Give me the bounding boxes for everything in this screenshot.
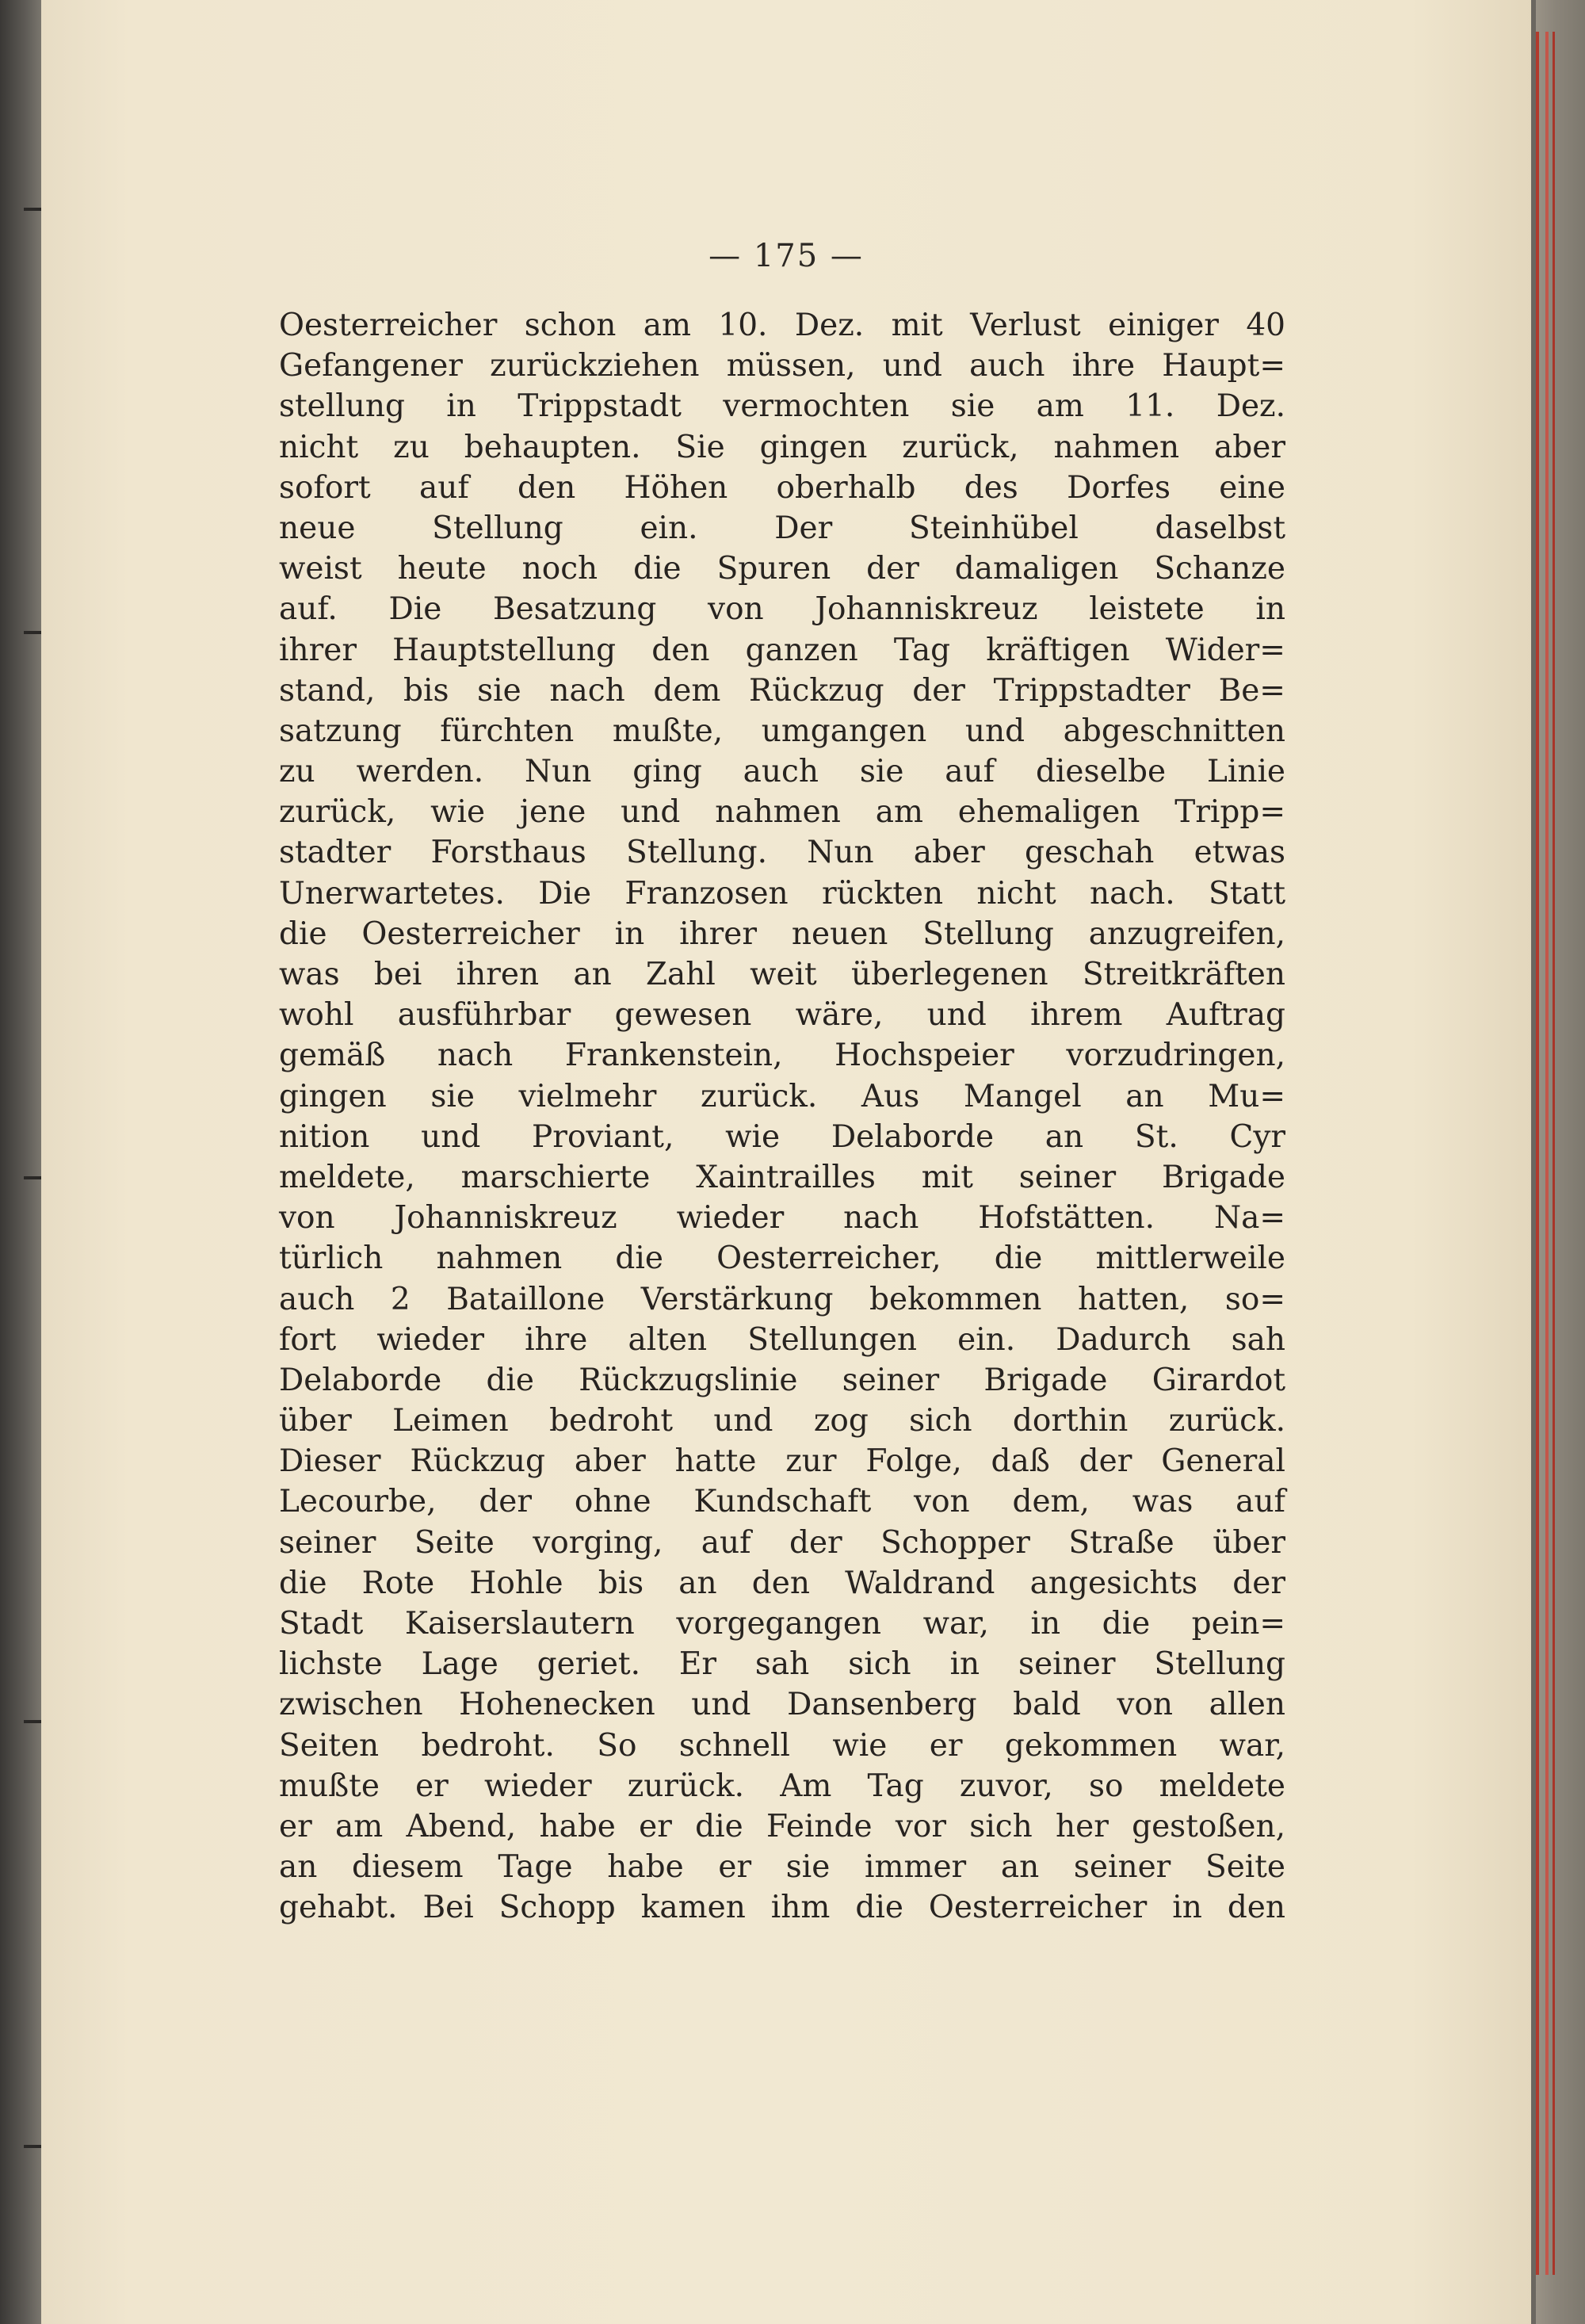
text-line: nition und Proviant, wie Delaborde an St. Cyr bbox=[279, 1118, 1285, 1155]
book-page bbox=[41, 0, 1531, 2324]
text-line: gemäß nach Frankenstein, Hochspeier vorzudringen, bbox=[279, 1038, 1285, 1074]
text-line: meldete, marschierte Xaintrailles mit seiner Brigade bbox=[279, 1159, 1285, 1195]
text-line: gingen sie vielmehr zurück. Aus Mangel an Mu= bbox=[279, 1078, 1285, 1114]
text-line: zu werden. Nun ging auch sie auf dieselbe Linie bbox=[279, 754, 1285, 790]
text-line: weist heute noch die Spuren der damaligen Schanze bbox=[279, 551, 1285, 587]
page-edge-red bbox=[1545, 32, 1549, 2275]
text-line: Oesterreicher schon am 10. Dez. mit Verlust einiger 40 bbox=[279, 308, 1285, 343]
text-line: türlich nahmen die Oesterreicher, die mittlerweile bbox=[279, 1240, 1285, 1277]
text-line: an diesem Tage habe er sie immer an seiner Seite bbox=[279, 1849, 1285, 1886]
text-line: Unerwartetes. Die Franzosen rückten nicht nach. Statt bbox=[279, 875, 1285, 912]
text-line: mußte er wieder zurück. Am Tag zuvor, so meldete bbox=[279, 1768, 1285, 1804]
text-line: über Leimen bedroht und zog sich dorthin zurück. bbox=[279, 1403, 1285, 1439]
page-number: — 175 — bbox=[708, 238, 864, 274]
body-text bbox=[279, 305, 1285, 1928]
text-line: Seiten bedroht. So schnell wie er gekommen war, bbox=[279, 1727, 1285, 1764]
book-binding bbox=[0, 0, 41, 2324]
text-line: ihrer Hauptstellung den ganzen Tag kräftigen Wider= bbox=[279, 632, 1285, 668]
text-line: die Rote Hohle bis an den Waldrand angesichts der bbox=[279, 1565, 1285, 1601]
text-line: von Johanniskreuz wieder nach Hofstätten. Na= bbox=[279, 1200, 1285, 1237]
binding-mark bbox=[24, 1720, 41, 1723]
text-line: stellung in Trippstadt vermochten sie am 11. Dez. bbox=[279, 388, 1285, 425]
text-line: seiner Seite vorging, auf der Schopper Straße über bbox=[279, 1524, 1285, 1561]
text-line: stand, bis sie nach dem Rückzug der Trippstadter Be= bbox=[279, 672, 1285, 709]
page-edge-red bbox=[1536, 32, 1539, 2275]
text-line: nicht zu behaupten. Sie gingen zurück, nahmen aber bbox=[279, 429, 1285, 465]
text-line: Gefangener zurückziehen müssen, und auch ihre Haupt= bbox=[279, 348, 1285, 384]
text-line: was bei ihren an Zahl weit überlegenen Streitkräften bbox=[279, 957, 1285, 992]
text-line: neue Stellung ein. Der Steinhübel daselbst bbox=[279, 510, 1285, 546]
text-line: er am Abend, habe er die Feinde vor sich her gestoßen, bbox=[279, 1808, 1285, 1844]
text-line: Stadt Kaiserslautern vorgegangen war, in die pein= bbox=[279, 1606, 1285, 1642]
text-line: die Oesterreicher in ihrer neuen Stellung anzugreifen, bbox=[279, 915, 1285, 952]
binding-mark bbox=[24, 208, 41, 211]
text-line: auch 2 Bataillone Verstärkung bekommen hatten, so= bbox=[279, 1281, 1285, 1317]
binding-mark bbox=[24, 2145, 41, 2148]
book-cover-edge bbox=[1536, 0, 1585, 2324]
text-line: zwischen Hohenecken und Dansenberg bald von allen bbox=[279, 1687, 1285, 1723]
page-edge-red bbox=[1553, 32, 1555, 2275]
text-line: wohl ausführbar gewesen wäre, und ihrem Auftrag bbox=[279, 997, 1285, 1034]
text-line: stadter Forsthaus Stellung. Nun aber geschah etwas bbox=[279, 835, 1285, 871]
binding-mark bbox=[24, 1176, 41, 1179]
text-line: zurück, wie jene und nahmen am ehemaligen Tripp= bbox=[279, 794, 1285, 831]
text-line: satzung fürchten mußte, umgangen und abgeschnitten bbox=[279, 713, 1285, 749]
text-line: Dieser Rückzug aber hatte zur Folge, daß der General bbox=[279, 1443, 1285, 1480]
text-line: Lecourbe, der ohne Kundschaft von dem, was auf bbox=[279, 1484, 1285, 1520]
text-line: auf. Die Besatzung von Johanniskreuz leistete in bbox=[279, 591, 1285, 628]
text-line: fort wieder ihre alten Stellungen ein. Dadurch sah bbox=[279, 1321, 1285, 1358]
text-line: sofort auf den Höhen oberhalb des Dorfes eine bbox=[279, 469, 1285, 506]
text-line: gehabt. Bei Schopp kamen ihm die Oesterreicher in den bbox=[279, 1890, 1285, 1926]
text-line: Delaborde die Rückzugslinie seiner Brigade Girardot bbox=[279, 1362, 1285, 1398]
text-line: lichste Lage geriet. Er sah sich in seiner Stellung bbox=[279, 1646, 1285, 1683]
binding-mark bbox=[24, 631, 41, 634]
